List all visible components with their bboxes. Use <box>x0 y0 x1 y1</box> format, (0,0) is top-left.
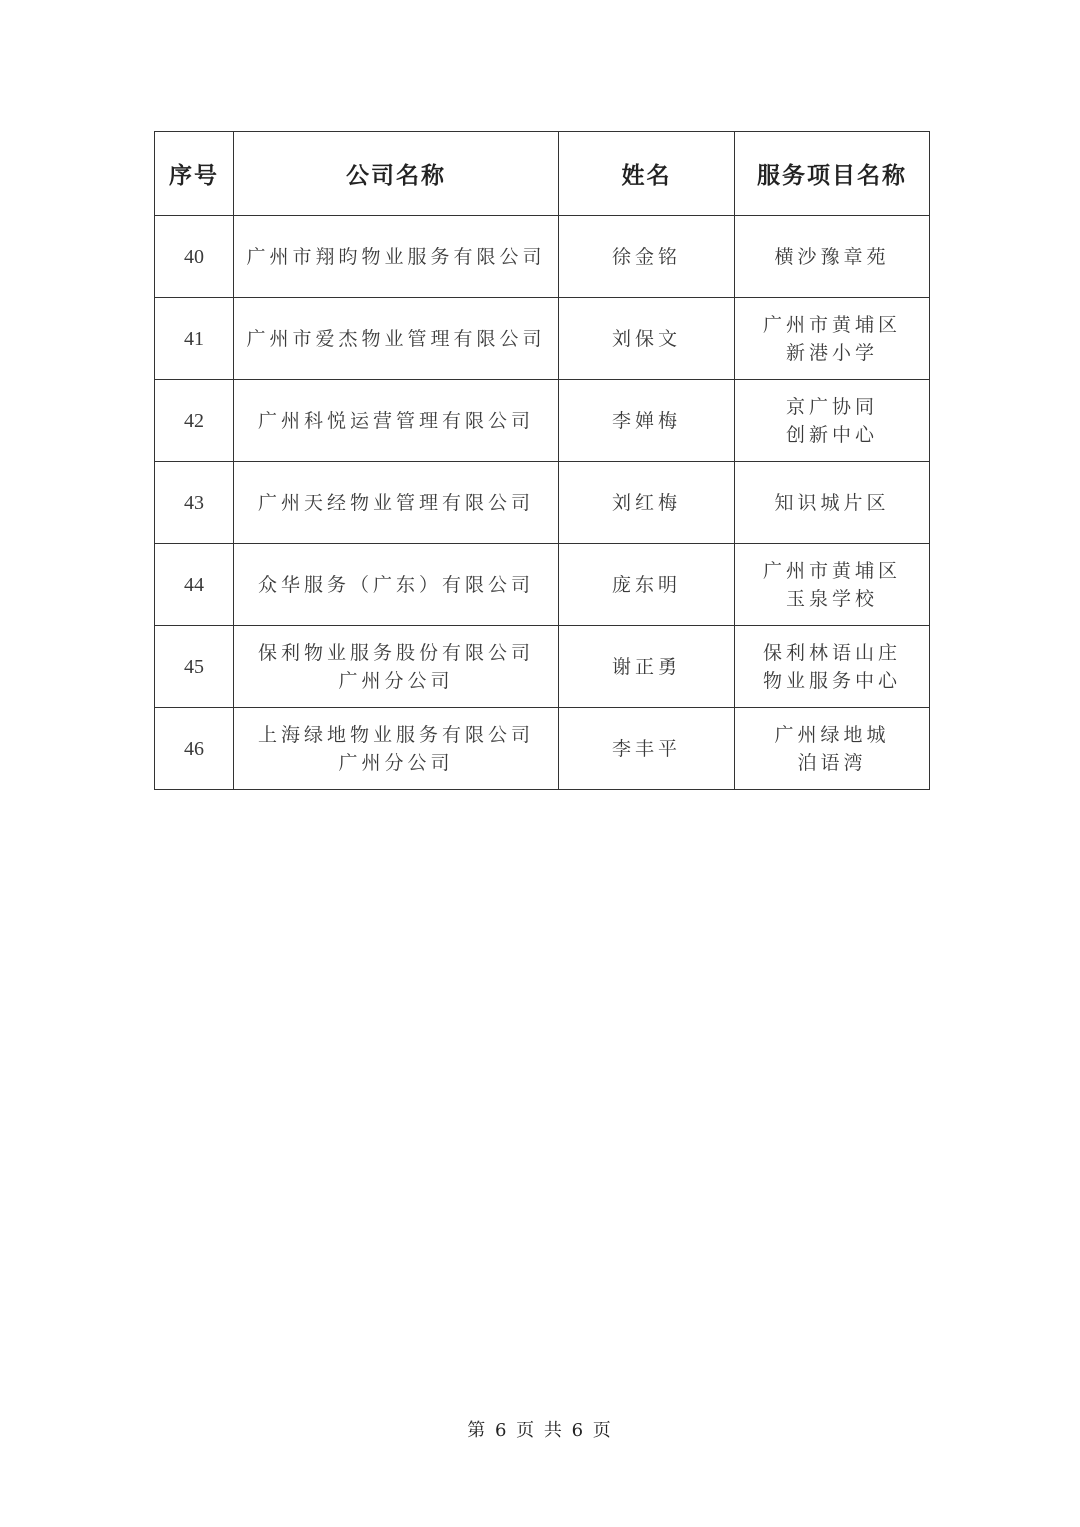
company-line: 众华服务（广东）有限公司 <box>257 573 534 596</box>
cell-person-name: 李婵梅 <box>559 380 735 462</box>
table-row <box>155 380 930 462</box>
cell-company <box>234 216 559 298</box>
company-line: 广州市爱杰物业管理有限公司 <box>246 327 546 350</box>
project-line: 物业服务中心 <box>762 669 901 692</box>
project-line: 广州市黄埔区 <box>762 559 901 582</box>
cell-person-name: 刘保文 <box>559 298 735 380</box>
header-company: 公司名称 <box>234 132 559 216</box>
cell-company <box>234 298 559 380</box>
project-line: 广州绿地城 <box>774 723 890 746</box>
project-line: 知识城片区 <box>774 491 890 514</box>
table-row <box>155 462 930 544</box>
roster-table <box>154 131 930 790</box>
cell-project <box>735 708 930 790</box>
company-line: 广州分公司 <box>338 751 454 774</box>
cell-serial: 43 <box>155 462 234 544</box>
company-line: 广州天经物业管理有限公司 <box>257 491 534 514</box>
cell-person-name: 刘红梅 <box>559 462 735 544</box>
project-line: 新港小学 <box>785 341 878 364</box>
cell-project <box>735 626 930 708</box>
header-project: 服务项目名称 <box>735 132 930 216</box>
cell-serial: 46 <box>155 708 234 790</box>
cell-serial: 41 <box>155 298 234 380</box>
cell-person-name: 徐金铭 <box>559 216 735 298</box>
cell-project <box>735 380 930 462</box>
project-line: 创新中心 <box>785 423 878 446</box>
project-line: 横沙豫章苑 <box>774 245 890 268</box>
header-name: 姓名 <box>559 132 735 216</box>
cell-project <box>735 216 930 298</box>
project-line: 保利林语山庄 <box>762 641 901 664</box>
project-line: 京广协同 <box>785 395 878 418</box>
company-line: 广州市翔昀物业服务有限公司 <box>246 245 546 268</box>
company-line: 广州科悦运营管理有限公司 <box>257 409 534 432</box>
cell-serial: 42 <box>155 380 234 462</box>
cell-company <box>234 626 559 708</box>
table-row <box>155 626 930 708</box>
cell-company <box>234 380 559 462</box>
table-header-row <box>155 132 930 216</box>
project-line: 玉泉学校 <box>785 587 878 610</box>
cell-person-name: 谢正勇 <box>559 626 735 708</box>
cell-project <box>735 462 930 544</box>
cell-company <box>234 544 559 626</box>
page-number: 第 6 页 共 6 页 <box>467 1420 613 1441</box>
cell-project <box>735 298 930 380</box>
table-row <box>155 708 930 790</box>
table-row <box>155 216 930 298</box>
company-line: 广州分公司 <box>338 669 454 692</box>
table-body <box>155 216 930 790</box>
cell-company <box>234 462 559 544</box>
cell-serial: 44 <box>155 544 234 626</box>
project-line: 广州市黄埔区 <box>762 313 901 336</box>
cell-serial: 40 <box>155 216 234 298</box>
table-row <box>155 544 930 626</box>
company-line: 上海绿地物业服务有限公司 <box>257 723 534 746</box>
cell-serial: 45 <box>155 626 234 708</box>
header-serial: 序号 <box>155 132 234 216</box>
company-line: 保利物业服务股份有限公司 <box>257 641 534 664</box>
cell-person-name: 庞东明 <box>559 544 735 626</box>
cell-project <box>735 544 930 626</box>
cell-person-name: 李丰平 <box>559 708 735 790</box>
table-row <box>155 298 930 380</box>
cell-company <box>234 708 559 790</box>
project-line: 泊语湾 <box>797 751 867 774</box>
